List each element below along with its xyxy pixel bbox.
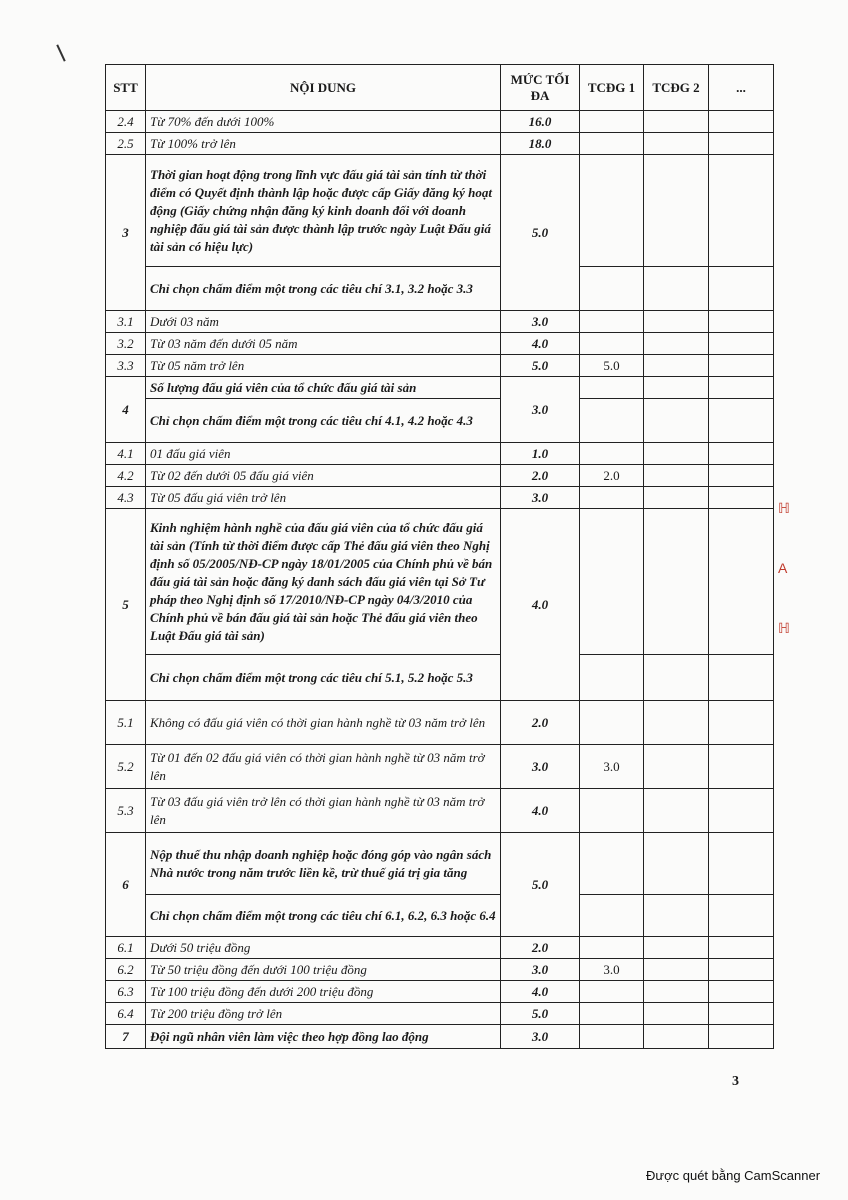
row-tc2 [644, 311, 709, 333]
table-row [106, 311, 774, 333]
row-text: Từ 01 đến 02 đấu giá viên có thời gian hành nghề từ 03 năm trở lên [146, 745, 501, 789]
table-row [106, 701, 774, 745]
row-max: 18.0 [501, 133, 580, 155]
row-text: Không có đấu giá viên có thời gian hành nghề từ 03 năm trở lên [146, 701, 501, 745]
row-stt: 7 [106, 1025, 146, 1049]
table-row [106, 133, 774, 155]
page-number: 3 [732, 1074, 739, 1089]
row-max: 4.0 [501, 981, 580, 1003]
table-subrow [106, 267, 774, 311]
row-tc2 [644, 701, 709, 745]
row-text: Số lượng đấu giá viên của tổ chức đấu giá tài sản [146, 377, 501, 399]
row-more [709, 833, 774, 895]
table-row [106, 981, 774, 1003]
row-more [709, 509, 774, 655]
row-text: Dưới 03 năm [146, 311, 501, 333]
row-tc2 [644, 833, 709, 895]
row-max: 2.0 [501, 937, 580, 959]
row-more [709, 311, 774, 333]
row-text: Từ 05 đấu giá viên trở lên [146, 487, 501, 509]
header-more: ... [709, 65, 774, 111]
row-stt: 3.3 [106, 355, 146, 377]
row-text: Kinh nghiệm hành nghề của đấu giá viên của tổ chức đấu giá tài sản (Tính từ thời điểm được cấp Thẻ đấu giá viên theo Nghị định số 05/2005/NĐ-CP ngày 18/01/2005 của Chính phủ về bán đấu giá tài sản hoặc đăng ký danh sách đấu giá viên tại Sở Tư pháp theo Nghị định số 17/2010/NĐ-CP ngày 04/3/2010 của Chính phủ về bán đấu giá tài sản hoặc Thẻ đấu giá viên theo Luật Đấu giá tài sản) [146, 509, 501, 655]
row-tc1 [580, 1003, 644, 1025]
table-row [106, 1025, 774, 1049]
row-subtext: Chỉ chọn chấm điểm một trong các tiêu chí 3.1, 3.2 hoặc 3.3 [146, 267, 501, 311]
row-more [709, 1003, 774, 1025]
row-tc2 [644, 509, 709, 655]
row-tc1 [580, 701, 644, 745]
row-max: 2.0 [501, 465, 580, 487]
row-tc1 [580, 487, 644, 509]
row-more [709, 937, 774, 959]
margin-mark: A [778, 560, 788, 576]
row-max: 3.0 [501, 1025, 580, 1049]
row-text: Từ 100 triệu đồng đến dưới 200 triệu đồng [146, 981, 501, 1003]
row-text: 01 đấu giá viên [146, 443, 501, 465]
row-more [709, 745, 774, 789]
table-row [106, 465, 774, 487]
row-tc1: 3.0 [580, 745, 644, 789]
table-subrow [106, 895, 774, 937]
row-more [709, 789, 774, 833]
row-more [709, 981, 774, 1003]
row-more [709, 895, 774, 937]
row-stt: 6.2 [106, 959, 146, 981]
row-stt: 2.5 [106, 133, 146, 155]
row-subtext: Chỉ chọn chấm điểm một trong các tiêu chí 5.1, 5.2 hoặc 5.3 [146, 655, 501, 701]
row-stt: 4.1 [106, 443, 146, 465]
row-tc1 [580, 377, 644, 399]
row-tc1 [580, 155, 644, 267]
row-more [709, 133, 774, 155]
row-more [709, 443, 774, 465]
row-stt: 2.4 [106, 111, 146, 133]
margin-mark: ℍ [778, 620, 790, 636]
row-stt: 3.1 [106, 311, 146, 333]
row-max: 3.0 [501, 959, 580, 981]
row-more [709, 111, 774, 133]
row-more [709, 465, 774, 487]
row-stt: 4.2 [106, 465, 146, 487]
row-stt: 3.2 [106, 333, 146, 355]
row-stt: 6.3 [106, 981, 146, 1003]
row-max: 5.0 [501, 155, 580, 311]
table-row [106, 443, 774, 465]
row-more [709, 959, 774, 981]
table-row [106, 745, 774, 789]
table-subrow [106, 399, 774, 443]
row-max: 16.0 [501, 111, 580, 133]
row-text: Nộp thuế thu nhập doanh nghiệp hoặc đóng góp vào ngân sách Nhà nước trong năm trước liền kề, trừ thuế giá trị gia tăng [146, 833, 501, 895]
table-row [106, 1003, 774, 1025]
table-row [106, 937, 774, 959]
table-row [106, 789, 774, 833]
row-tc1 [580, 895, 644, 937]
row-tc2 [644, 1003, 709, 1025]
row-text: Đội ngũ nhân viên làm việc theo hợp đồng lao động [146, 1025, 501, 1049]
table-row [106, 377, 774, 399]
row-tc2 [644, 465, 709, 487]
row-tc1 [580, 655, 644, 701]
row-tc1 [580, 333, 644, 355]
row-stt: 6.1 [106, 937, 146, 959]
row-tc2 [644, 111, 709, 133]
header-noi-dung: NỘI DUNG [146, 65, 501, 111]
row-subtext: Chỉ chọn chấm điểm một trong các tiêu chí 6.1, 6.2, 6.3 hoặc 6.4 [146, 895, 501, 937]
row-more [709, 487, 774, 509]
row-tc1 [580, 311, 644, 333]
table-row [106, 111, 774, 133]
table-subrow [106, 655, 774, 701]
row-max: 1.0 [501, 443, 580, 465]
criteria-table [105, 64, 774, 1049]
row-max: 3.0 [501, 745, 580, 789]
row-more [709, 655, 774, 701]
row-max: 3.0 [501, 377, 580, 443]
row-tc2 [644, 333, 709, 355]
row-tc2 [644, 789, 709, 833]
table-row [106, 509, 774, 655]
row-max: 4.0 [501, 789, 580, 833]
row-tc2 [644, 937, 709, 959]
row-tc1 [580, 509, 644, 655]
row-text: Từ 05 năm trở lên [146, 355, 501, 377]
row-stt: 5 [106, 509, 146, 701]
row-tc2 [644, 355, 709, 377]
row-more [709, 155, 774, 267]
row-tc2 [644, 745, 709, 789]
row-tc2 [644, 981, 709, 1003]
row-stt: 4.3 [106, 487, 146, 509]
row-tc2 [644, 377, 709, 399]
row-more [709, 1025, 774, 1049]
row-max: 5.0 [501, 355, 580, 377]
row-more [709, 267, 774, 311]
row-tc1: 2.0 [580, 465, 644, 487]
table-row [106, 333, 774, 355]
row-tc1 [580, 443, 644, 465]
row-tc2 [644, 959, 709, 981]
header-stt: STT [106, 65, 146, 111]
row-text: Dưới 50 triệu đồng [146, 937, 501, 959]
row-tc1 [580, 981, 644, 1003]
row-stt: 6 [106, 833, 146, 937]
row-tc2 [644, 155, 709, 267]
row-stt: 5.1 [106, 701, 146, 745]
row-tc2 [644, 399, 709, 443]
row-subtext: Chỉ chọn chấm điểm một trong các tiêu chí 4.1, 4.2 hoặc 4.3 [146, 399, 501, 443]
row-text: Từ 100% trở lên [146, 133, 501, 155]
row-more [709, 399, 774, 443]
row-max: 3.0 [501, 311, 580, 333]
row-tc2 [644, 443, 709, 465]
row-text: Từ 50 triệu đồng đến dưới 100 triệu đồng [146, 959, 501, 981]
row-max: 3.0 [501, 487, 580, 509]
header-muc-toi-da: MỨC TỐI ĐA [501, 65, 580, 111]
row-tc1 [580, 789, 644, 833]
row-text: Từ 70% đến dưới 100% [146, 111, 501, 133]
stray-mark [56, 44, 65, 61]
row-tc1 [580, 111, 644, 133]
row-tc1 [580, 833, 644, 895]
row-text: Từ 03 đấu giá viên trở lên có thời gian hành nghề từ 03 năm trở lên [146, 789, 501, 833]
scanner-watermark: Được quét bằng CamScanner [646, 1168, 821, 1183]
row-tc1: 5.0 [580, 355, 644, 377]
row-tc2 [644, 655, 709, 701]
row-tc1 [580, 133, 644, 155]
table-row [106, 155, 774, 267]
header-tcdg2: TCĐG 2 [644, 65, 709, 111]
row-more [709, 333, 774, 355]
row-max: 5.0 [501, 833, 580, 937]
row-tc2 [644, 1025, 709, 1049]
row-stt: 5.3 [106, 789, 146, 833]
row-text: Từ 02 đến dưới 05 đấu giá viên [146, 465, 501, 487]
row-tc2 [644, 267, 709, 311]
row-more [709, 701, 774, 745]
row-stt: 4 [106, 377, 146, 443]
row-tc1 [580, 937, 644, 959]
row-max: 2.0 [501, 701, 580, 745]
table-row [106, 355, 774, 377]
table-row [106, 487, 774, 509]
row-stt: 5.2 [106, 745, 146, 789]
row-tc1 [580, 267, 644, 311]
row-text: Thời gian hoạt động trong lĩnh vực đấu giá tài sản tính từ thời điểm có Quyết định thành lập hoặc được cấp Giấy đăng ký hoạt động (Giấy chứng nhận đăng ký kinh doanh đối với doanh nghiệp đấu giá tài sản được thành lập trước ngày Luật Đấu giá tài sản có hiệu lực) [146, 155, 501, 267]
row-tc2 [644, 487, 709, 509]
row-text: Từ 03 năm đến dưới 05 năm [146, 333, 501, 355]
row-max: 5.0 [501, 1003, 580, 1025]
row-text: Từ 200 triệu đồng trở lên [146, 1003, 501, 1025]
header-tcdg1: TCĐG 1 [580, 65, 644, 111]
table-row [106, 959, 774, 981]
table-row [106, 833, 774, 895]
row-tc1 [580, 1025, 644, 1049]
row-stt: 6.4 [106, 1003, 146, 1025]
row-tc1 [580, 399, 644, 443]
header-row [106, 65, 774, 111]
row-stt: 3 [106, 155, 146, 311]
row-max: 4.0 [501, 333, 580, 355]
margin-mark: ℍ [778, 500, 790, 516]
row-more [709, 377, 774, 399]
row-tc2 [644, 133, 709, 155]
row-max: 4.0 [501, 509, 580, 701]
row-more [709, 355, 774, 377]
row-tc1: 3.0 [580, 959, 644, 981]
row-tc2 [644, 895, 709, 937]
